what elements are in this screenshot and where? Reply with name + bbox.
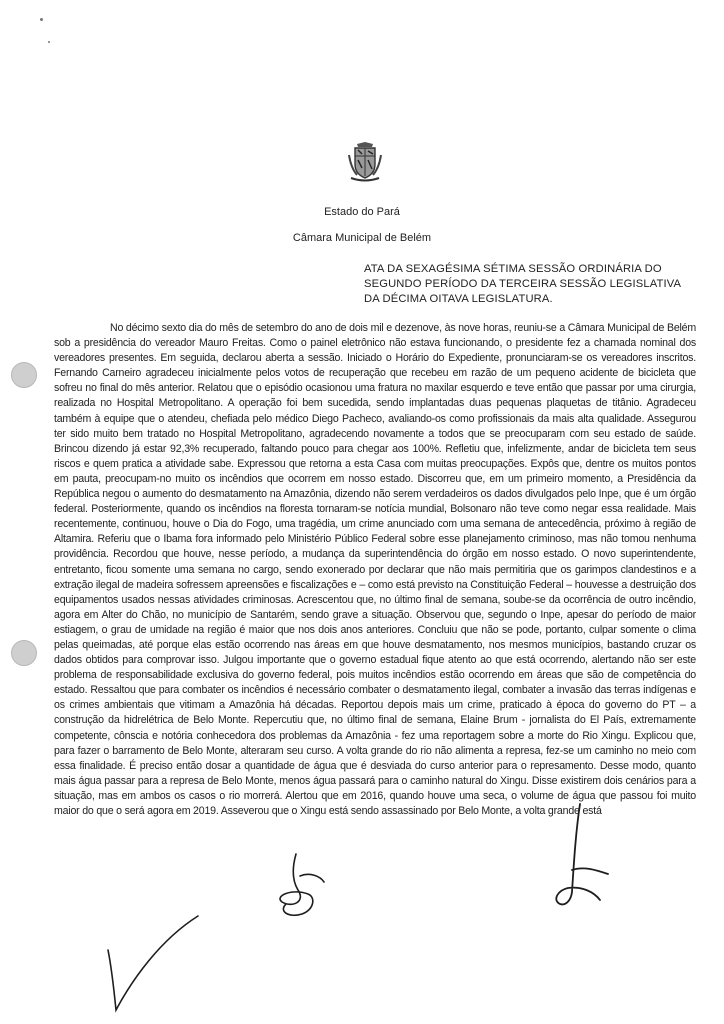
chamber-name: Câmara Municipal de Belém [292,232,432,244]
scan-speck [48,41,50,43]
signature [96,910,206,1020]
title-line: DA DÉCIMA OITAVA LEGISLATURA. [364,293,553,305]
coat-of-arms-icon [348,142,382,182]
signature [530,800,620,915]
state-name: Estado do Pará [324,206,400,218]
title-line: SEGUNDO PERÍODO DA TERCEIRA SESSÃO LEGISLATIVA [364,278,682,290]
title-line: ATA DA SEXAGÉSIMA SÉTIMA SESSÃO ORDINÁRIA DO [364,263,662,275]
minutes-body: No décimo sexto dia do mês de setembro do ano de dois mil e dezenove, às nove horas, reuniu-se a Câmara Municipal de Belém sob a presidência do vereador Mauro Freitas. Como o painel eletrônico não estava funcionando, o presidente fez a chamada nominal dos vereadores presentes. Em seguida, declarou aberta a sessão. Iniciado o Horário do Expediente, pronunciaram-se os vereadores inscritos. Fernando Carneiro agradeceu inicialmente pelos votos de recuperação que recebeu em razão de um pequeno acidente de bicicleta que sofreu no final do mês anterior. Relatou que o episódio ocasionou uma fratura no maxilar esquerdo e teve então que passar por uma cirurgia, realizada no Hospital Metropolitano. A operação foi bem sucedida, sendo implantadas duas pequenas plaquetas de titânio. Agradeceu também à equipe que o atendeu, chefiada pelo médico Diego Pacheco, avaliando-os como profissionais da mais alta qualidade. Assegurou ter sido muito bem tratado no Hospital Metropolitano, agradecendo novamente a todos que se preocuparam com seu estado de saúde. Brincou dizendo já estar 92,3% recuperado, faltando pouco para chegar aos 100%. Refletiu que, infelizmente, andar de bicicleta tem seus riscos e quem pratica a atividade sabe. Expressou que retorna a esta Casa com muitas preocupações. Expôs que, dentre os muitos pontos em pauta, preocupam-no muito os incêndios que ocorrem em nosso estado. Discorreu que, em um primeiro momento, a Presidência da República negou o aumento do desmatamento na Amazônia, dizendo não serem verdadeiros os dados divulgados pelo Inpe, que é um órgão federal. Posteriormente, quando os incêndios na floresta tornaram-se notícia mundial, Bolsonaro não teve como negar essa realidade. Mais recentemente, continuou, houve o Dia do Fogo, uma tragédia, um crime anunciado com uma semana de antecedência, próximo à região de Altamira. Referiu que o Ibama fora informado pelo Ministério Público Federal sobre esse planejamento criminoso, mas não tomou nenhuma providência. Recordou que houve, nesse período, a mudança da superintendência do órgão em nosso estado. O novo superintendente, entretanto, ficou somente uma semana no cargo, sendo exonerado por declarar que não mais permitiria que os garimpos clandestinos e a extração ilegal de madeira sofressem apreensões e fiscalizações e – como está previsto na Constituição Federal – houvesse a destruição dos equipamentos usados nessas atividades criminosas. Acrescentou que, no último final de semana, soube-se da ocorrência de outro incêndio, agora em Alter do Chão, no município de Santarém, sendo grave a situação. Observou que, segundo o Inpe, apesar do período de maior estiagem, o grau de umidade na região é maior que nos dois anos anteriores. Concluiu que não se pode, portanto, culpar somente o clima pelas queimadas, até porque elas estão ocorrendo nas áreas em que houve desmatamento, nos mesmos municípios, bastando cruzar os dados obtidos para comprovar isso. Julgou importante que o governo estadual fique atento ao que está ocorrendo, alertando não ser este problema de responsabilidade exclusiva do governo federal, pois muitos incêndios estão ocorrendo em áreas que são de competência do estado. Ressaltou que para combater os incêndios é necessário combater o desmatamento ilegal, combater a invasão das terras indígenas e os crimes ambientais que vitimam a Amazônia há décadas. Reportou depois mais um crime, praticado à época do governo do PT – a construção da hidrelétrica de Belo Monte. Repercutiu que, no último final de semana, Elaine Brum - jornalista do El País, extremamente competente, cônscia e notória conhecedora dos problemas da Amazônia - fez uma reportagem sobre a morte do Rio Xingu. Explicou que, para fazer o barramento de Belo Monte, alteraram seu curso. A volta grande do rio não alimenta a represa, fez-se um caminho no meio com essa finalidade. É preciso então dosar a quantidade de água que é desviada do curso anterior para o represamento. Desse modo, quanto mais água passar para a represa de Belo Monte, menos água passará para o caminho natural do Xingu. Disse existirem dois cenários para a situação, mas em ambos os casos o rio morrerá. Alertou que em 2016, quando houve uma seca, o volume de água que passou foi muito maior do que o será agora em 2019. Asseverou que o Xingu está sendo assassinado por Belo Monte, a volta grande está [54,322,696,817]
punch-hole [11,362,37,388]
minutes-title [364,262,694,307]
punch-hole [11,640,37,666]
scan-speck [40,18,43,21]
signature [262,850,342,935]
